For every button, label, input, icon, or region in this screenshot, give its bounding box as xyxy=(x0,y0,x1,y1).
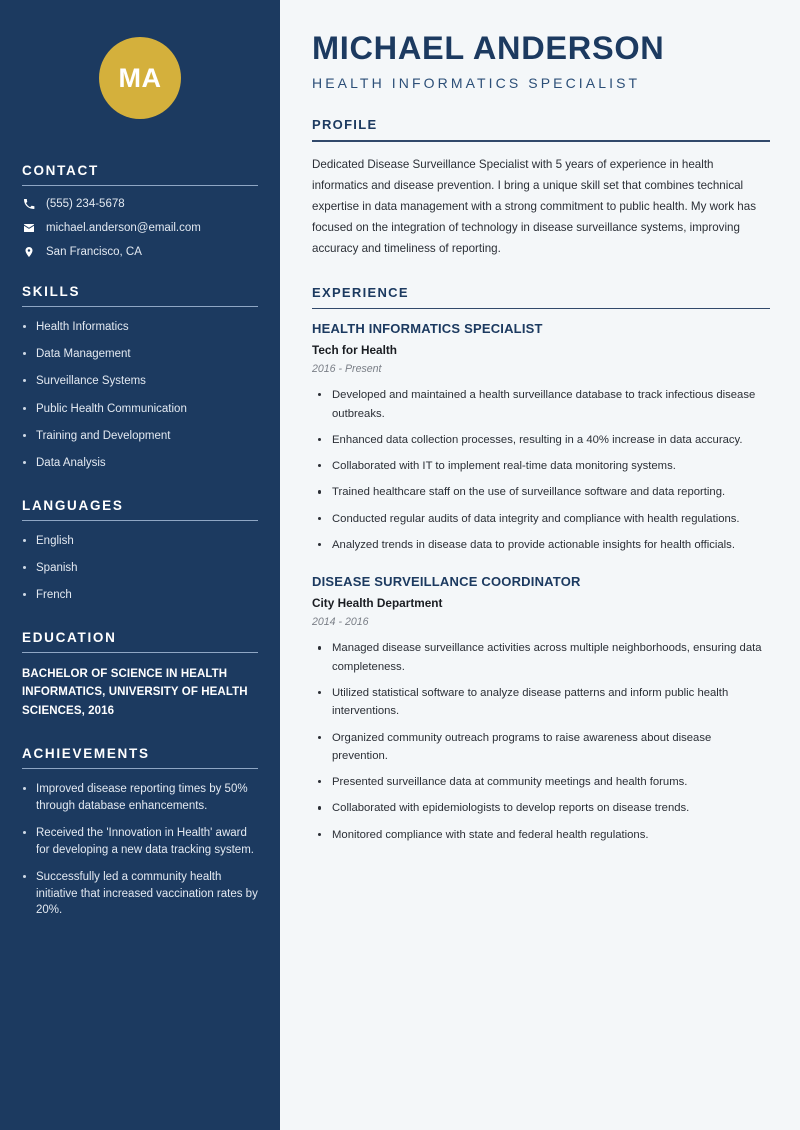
sidebar xyxy=(0,0,280,1130)
list-item: Successfully led a community health initiative that increased vaccination rates by 20%. xyxy=(22,869,258,919)
profile-section xyxy=(312,117,770,259)
location-value: San Francisco, CA xyxy=(46,246,142,258)
profile-text: Dedicated Disease Surveillance Specialist with 5 years of experience in health informatics and disease prevention. I bring a unique skill set that combines technical expertise in data management with a strong commitment to public health. My work has focused on the integration of technology in disease surveillance systems, improving accuracy and timeliness of reporting. xyxy=(312,157,756,255)
job-company: Tech for Health xyxy=(312,343,397,358)
education-heading: EDUCATION xyxy=(22,629,117,645)
map-pin-icon xyxy=(22,246,35,258)
list-item: Improved disease reporting times by 50% through database enhancements. xyxy=(22,781,258,814)
job-bullets xyxy=(312,639,770,844)
avatar: MA xyxy=(99,37,181,119)
skills-divider xyxy=(22,306,258,307)
job-bullets xyxy=(312,386,770,554)
list-item: Health Informatics xyxy=(22,319,258,336)
list-item: Monitored compliance with state and federal health regulations. xyxy=(312,826,770,844)
list-item: French xyxy=(22,587,258,604)
achievements-divider xyxy=(22,768,258,769)
avatar-container xyxy=(22,0,258,163)
list-item: Spanish xyxy=(22,560,258,577)
education-degree: BACHELOR OF SCIENCE IN HEALTH INFORMATICS, UNIVERSITY OF HEALTH SCIENCES, 2016 xyxy=(22,667,248,717)
page-title: MICHAEL ANDERSON xyxy=(312,30,665,66)
languages-heading: LANGUAGES xyxy=(22,497,124,513)
list-item: Collaborated with epidemiologists to develop reports on disease trends. xyxy=(312,799,770,817)
contact-divider xyxy=(22,185,258,186)
job-company: City Health Department xyxy=(312,596,443,611)
list-item: Training and Development xyxy=(22,428,258,445)
list-item: Conducted regular audits of data integrity and compliance with health regulations. xyxy=(312,510,770,528)
experience-entry xyxy=(312,574,770,844)
professional-title: HEALTH INFORMATICS SPECIALIST xyxy=(312,75,641,92)
phone-icon xyxy=(22,198,35,210)
contact-item-email[interactable] xyxy=(22,222,258,234)
experience-heading: EXPERIENCE xyxy=(312,285,409,301)
contact-heading: CONTACT xyxy=(22,163,99,178)
education-divider xyxy=(22,652,258,653)
languages-divider xyxy=(22,520,258,521)
achievements-heading: ACHIEVEMENTS xyxy=(22,746,150,762)
job-role: HEALTH INFORMATICS SPECIALIST xyxy=(312,321,543,337)
email-value: michael.anderson@email.com xyxy=(46,222,201,234)
languages-list xyxy=(22,533,258,604)
list-item: Organized community outreach programs to raise awareness about disease prevention. xyxy=(312,729,770,766)
list-item: Received the 'Innovation in Health' award for developing a new data tracking system. xyxy=(22,825,258,858)
list-item: Analyzed trends in disease data to provide actionable insights for health officials. xyxy=(312,536,770,554)
job-dates: 2016 - Present xyxy=(312,363,382,376)
skills-list xyxy=(22,319,258,472)
profile-heading: PROFILE xyxy=(312,117,378,133)
list-item: Presented surveillance data at community meetings and health forums. xyxy=(312,773,770,791)
list-item: Developed and maintained a health surveillance database to track infectious disease outbreaks. xyxy=(312,386,770,423)
list-item: Surveillance Systems xyxy=(22,373,258,390)
profile-divider xyxy=(312,140,770,141)
skills-heading: SKILLS xyxy=(22,284,81,299)
list-item: Collaborated with IT to implement real-time data monitoring systems. xyxy=(312,457,770,475)
list-item: English xyxy=(22,533,258,550)
contact-item-phone[interactable] xyxy=(22,198,258,210)
experience-divider xyxy=(312,308,770,309)
achievements-section xyxy=(22,746,258,919)
achievements-list xyxy=(22,781,258,919)
list-item: Utilized statistical software to analyze disease patterns and inform public health interventions. xyxy=(312,684,770,721)
contact-section xyxy=(22,163,258,258)
phone-value: (555) 234-5678 xyxy=(46,198,125,210)
skills-section xyxy=(22,284,258,472)
list-item: Data Management xyxy=(22,346,258,363)
envelope-icon xyxy=(22,222,35,234)
education-section xyxy=(22,630,258,721)
experience-section xyxy=(312,285,770,844)
job-role: DISEASE SURVEILLANCE COORDINATOR xyxy=(312,574,581,590)
list-item: Managed disease surveillance activities across multiple neighborhoods, ensuring data completeness. xyxy=(312,639,770,676)
list-item: Public Health Communication xyxy=(22,401,258,418)
job-dates: 2014 - 2016 xyxy=(312,616,369,629)
languages-section xyxy=(22,498,258,604)
list-item: Trained healthcare staff on the use of surveillance software and data reporting. xyxy=(312,483,770,501)
list-item: Enhanced data collection processes, resulting in a 40% increase in data accuracy. xyxy=(312,431,770,449)
contact-item-location[interactable] xyxy=(22,246,258,258)
main-content xyxy=(280,0,800,1130)
experience-entry xyxy=(312,321,770,554)
list-item: Data Analysis xyxy=(22,455,258,472)
